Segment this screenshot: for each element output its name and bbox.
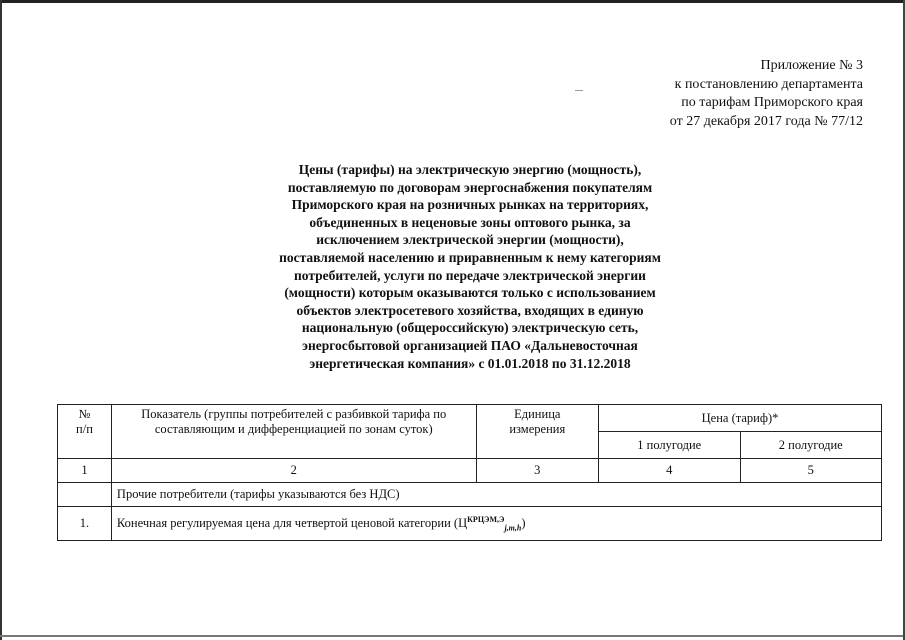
tariff-table <box>57 404 882 541</box>
scan-border-top <box>0 0 905 3</box>
header-indicator-line2: составляющим и дифференциацией по зонам суток) <box>154 422 433 436</box>
scan-mark <box>575 90 583 91</box>
table-row <box>58 507 882 541</box>
formula-superscript: КРЦЭМ,Э <box>467 514 505 524</box>
title-line: поставляемую по договорам энергоснабжения покупателям <box>287 179 653 195</box>
title-line: Цены (тарифы) на электрическую энергию (мощность), <box>298 162 642 177</box>
formula-subscript: j,m,h <box>504 523 522 533</box>
appendix-line: Приложение № 3 <box>760 58 863 73</box>
row-number <box>58 483 112 507</box>
column-number: 2 <box>111 459 476 483</box>
header-indicator-line1: Показатель (группы потребителей с разбивкой тарифа по <box>141 407 447 421</box>
column-number: 5 <box>740 459 882 483</box>
title-line: Приморского края на розничных рынках на территориях, <box>291 197 649 213</box>
appendix-header <box>670 57 863 131</box>
row-text: Прочие потребители (тарифы указываются без НДС) <box>111 483 881 507</box>
column-number: 3 <box>476 459 598 483</box>
header-number-line1: № <box>78 407 91 421</box>
row-number: 1. <box>58 507 112 541</box>
appendix-line: от 27 декабря 2017 года № 77/12 <box>669 113 863 129</box>
document-title <box>225 161 715 372</box>
title-line: объединенных в неценовые зоны оптового рынка, за <box>309 214 631 230</box>
title-line: энергетическая компания» с 01.01.2018 по 31.12.2018 <box>309 355 631 371</box>
header-half2: 2 полугодие <box>740 432 882 459</box>
column-number-row <box>58 459 882 483</box>
title-line: поставляемой населению и приравненным к нему категориям <box>279 249 661 265</box>
row-text-with-formula <box>111 507 881 541</box>
row-text: Конечная регулируемая цена для четвертой ценовой категории (Ц <box>116 515 468 530</box>
header-unit-line2: измерения <box>509 422 566 436</box>
column-number: 4 <box>599 459 740 483</box>
title-line: национальную (общероссийскую) электрическую сеть, <box>301 320 639 336</box>
column-number: 1 <box>58 459 112 483</box>
title-line: исключением электрической энергии (мощности), <box>316 232 624 248</box>
header-half1: 1 полугодие <box>599 432 740 459</box>
table-row <box>58 483 882 507</box>
appendix-line: к постановлению департамента <box>674 76 863 92</box>
header-number <box>58 405 112 459</box>
header-price: Цена (тариф)* <box>599 405 882 432</box>
header-unit-line1: Единица <box>514 407 561 421</box>
header-number-line2: п/п <box>76 422 93 436</box>
title-line: объектов электросетевого хозяйства, входящих в единую <box>296 302 644 318</box>
scan-border-left <box>0 0 2 640</box>
title-line: (мощности) которым оказываются только с использованием <box>284 285 656 301</box>
title-line: потребителей, услуги по передаче электрической энергии <box>294 267 646 283</box>
appendix-line: по тарифам Приморского края <box>681 95 863 110</box>
header-unit <box>476 405 598 459</box>
header-indicator <box>111 405 476 459</box>
title-line: энергосбытовой организацией ПАО «Дальневосточная <box>302 337 638 353</box>
formula-close: ) <box>521 515 526 530</box>
scan-border-bottom <box>0 635 905 637</box>
